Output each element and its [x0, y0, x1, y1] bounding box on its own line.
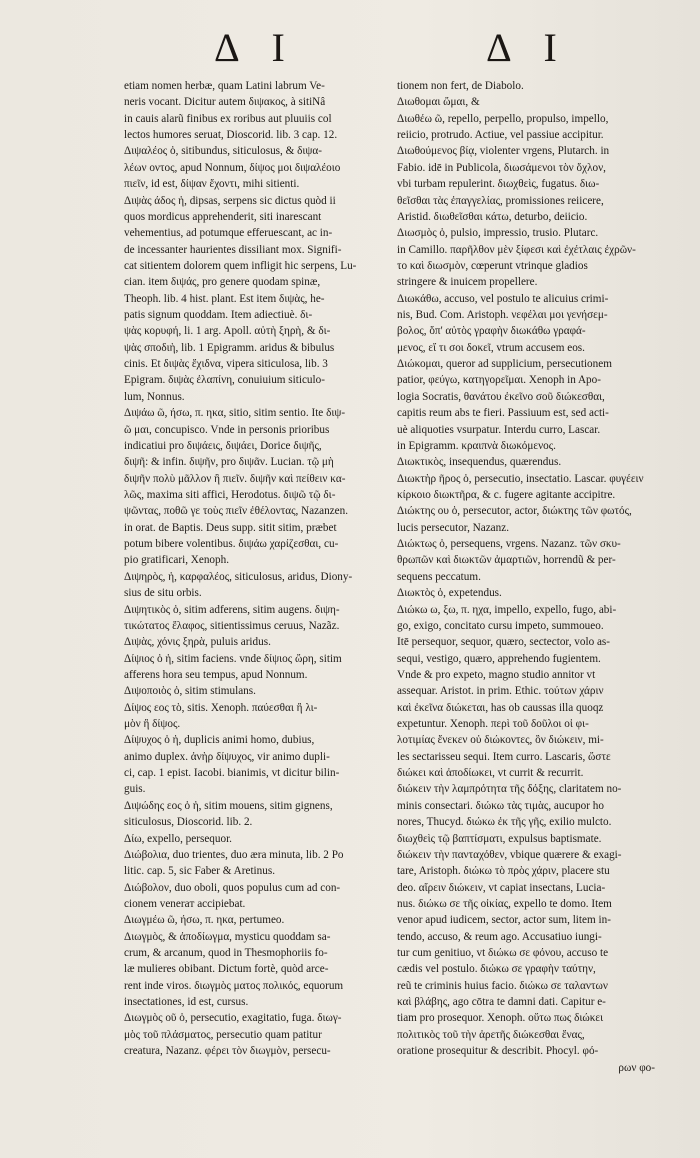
text-line: διώκειν τὴν πανταχόθεν, vbique quærere & exagi- — [397, 848, 622, 861]
text-line: Διωκτὴρ ῆρος ὁ, persecutio, insectatio. Lascar. φυγέειν — [397, 472, 644, 485]
text-line: πιεῖν, id est, δίψαν ἔχοντι, mihi sitienti. — [124, 178, 300, 191]
text-line: βολος, ὅπ' αὐτὸς γραφὴν διωκάθω γραφά- — [397, 325, 586, 338]
right-column — [397, 78, 659, 1076]
text-line: lum, Nonnus. — [124, 390, 185, 403]
text-line: les sectarisseu sequi. Item curro. Lascaris, ὥστε — [397, 750, 611, 763]
text-line: διψῆν πολὺ μᾶλλον ἢ πιεῖν. διψῆν καὶ πείθειν κα- — [124, 472, 346, 485]
text-line: λέων οντος, apud Nonnum, δίψος μοι διψαλέοιο — [124, 161, 341, 174]
text-line: cat sitientem dolorem quem infligit hic serpens, Lu- — [124, 259, 357, 272]
text-line: μὸς τοῦ πλάσματος, persecutio quam patitur — [124, 1028, 322, 1041]
text-line: tur cum genitiuo, vt διώκω σε φόνου, accuso te — [397, 947, 609, 960]
text-line: Δίψυχος ὁ ἡ, duplicis animi homo, dubius, — [124, 734, 315, 747]
text-line: διώκειν τὴν λαμπρότητα τῆς δόξης, claritatem no- — [397, 783, 622, 796]
text-line: nis, Bud. Com. Aristoph. νεφέλαι μοι γενήσεμ- — [397, 309, 608, 322]
text-line: reiicio, protrudo. Actiue, vel passiue accipitur. — [397, 129, 604, 142]
text-line: cinis. Et διψὰς ἔχιδνα, vipera siticulosa, lib. 3 — [124, 358, 328, 371]
text-line: Διώκτης ου ὁ, persecutor, actor, διώκτης τῶν φωτός, — [397, 505, 632, 518]
text-line: nus. διώκω σε τῆς οἰκίας, expello te domo. Item — [397, 897, 612, 910]
text-line: λοτιμίας ἕνεκεν οὐ διώκοντες, ὃν διώκειν, mi- — [397, 734, 604, 747]
text-line: neris vocant. Dicitur autem διψακος, à sitiNâ — [124, 96, 326, 109]
text-line: πολιτικὸς τοῦ τὴν ἀρετῆς διώκεσθαι ἔνας, — [397, 1028, 585, 1041]
text-line: Δίψος εος τὸ, sitis. Xenoph. παύεσθαι ἢ λι- — [124, 701, 318, 714]
text-line: Διψὰς άδος ἡ, dipsas, serpens sic dictus quòd ii — [124, 194, 336, 207]
text-line: Vnde & pro expeto, magno studio annitor vt — [397, 668, 596, 681]
text-line: Διώκτως ὁ, persequens, vrgens. Nazanz. τῶν σκυ- — [397, 538, 621, 551]
text-line: λῶς, maxima siti affici, Herodotus. διψῶ τῷ δι- — [124, 488, 336, 501]
text-line: cædis vel postulo. διώκω σε γραφὴν ταύτην, — [397, 963, 596, 976]
text-line: logia Socratis, θανάτου ἐκεῖνο σοῦ διώκεσθαι, — [397, 390, 605, 403]
text-line: διώκει καὶ ἀποδίωκει, vt currit & recurrit. — [397, 767, 584, 780]
text-line: τικώτατος ἔλαφος, sitientissimus ceruus, Nazãz. — [124, 619, 340, 632]
text-line: lectos humores seruat, Dioscorid. lib. 3 cap. 12. — [124, 129, 338, 142]
text-line: Διψητικὸς ὁ, sitim adferens, sitim augens. διψη- — [124, 603, 340, 616]
text-line: ci, cap. 1 epist. Iacobi. bianimis, vt dicitur bilin- — [124, 767, 340, 780]
text-line: Διψαλέος ὁ, sitibundus, siticulosus, & διψα- — [124, 145, 322, 158]
text-line: in cauis alarũ finibus ex roribus aut pluuiis col — [124, 112, 332, 125]
text-line: tiam pro prosequor. Xenoph. οὕτω πως διώκει — [397, 1012, 604, 1025]
text-line: Δίω, expello, persequor. — [124, 832, 232, 845]
text-line: Δίψιος ὁ ἡ, sitim faciens. vnde δίψιος ὥρη, sitim — [124, 652, 342, 665]
text-line: Theoph. lib. 4 hist. plant. Est item διψὰς, he- — [124, 292, 325, 305]
text-line: το καὶ διωσμὸν, cœperunt vtrinque gladios — [397, 259, 588, 272]
text-line: Διωθούμενος βίᾳ, violenter vrgens, Plutarch. in — [397, 145, 610, 158]
text-line: Διώκω ω, ξω, π. ηχα, impello, expello, fugo, abi- — [397, 603, 617, 616]
text-line: Διώβολον, duo oboli, quos populus cum ad con- — [124, 881, 341, 894]
text-line: Aristid. διωθεῖσθαι κάτω, deturbo, deiicio. — [397, 210, 588, 223]
text-line: in Epigramm. κραιπνὰ διωκόμενος. — [397, 439, 556, 452]
text-line: pio gratificari, Xenoph. — [124, 554, 230, 567]
text-line: vbi turbam repulerint. διωχθεὶς, fugatus. διω- — [397, 178, 600, 191]
text-line: Διωσμὸς ὁ, pulsio, impressio, trusio. Plutarc. — [397, 227, 599, 240]
text-line: tendo, accuso, & reum ago. Accusatiuo iungi- — [397, 930, 602, 943]
text-line: creatura, Nazanz. φέρει τὸν διωγμὸν, persecu- — [124, 1045, 331, 1058]
text-line: Διψηρὸς, ἡ, καρφαλέος, siticulosus, aridus, Diony- — [124, 570, 353, 583]
text-line: ῶ μαι, concupisco. Vnde in personis prioribus — [124, 423, 330, 436]
text-line: Διωκτικὸς, insequendus, quærendus. — [397, 456, 562, 469]
text-line: go, exigo, concitato cursu impeto, summoueo. — [397, 619, 604, 632]
text-line: Διψὰς, χόνις ξηρὰ, puluis aridus. — [124, 636, 271, 649]
text-line: de incessanter haurientes dissiliant mox. Signifi- — [124, 243, 342, 256]
text-line: θεῖσθαι τὰς ἐπαγγελίας, promissiones reiicere, — [397, 194, 604, 207]
text-line: Fabio. idē in Publicola, διωσάμενοι τὸν ὄχλον, — [397, 161, 606, 174]
text-line: ψὰς σποδιὴ, lib. 1 Epigramm. aridus & bibulus — [124, 341, 335, 354]
text-line: Διωκάθω, accuso, vel postulo te alicuius crimi- — [397, 292, 609, 305]
text-line: guis. — [124, 783, 146, 796]
text-line: deo. αἴρειν διώκειν, vt capiat insectans, Lucia- — [397, 881, 606, 894]
text-line: venor apud iudicem, sector, actor sum, litem in- — [397, 914, 611, 927]
text-line: μὸν ἢ δίψος. — [124, 718, 181, 731]
text-line: patior, φεύγω, κατηγορεῖμαι. Xenoph in Apo- — [397, 374, 601, 387]
text-line: Διωκτὸς ὁ, expetendus. — [397, 587, 502, 600]
text-line: tionem non fert, de Diabolo. — [397, 80, 524, 92]
text-line: capitis reum abs te fieri. Passiuum est, sed acti- — [397, 407, 609, 420]
text-line: διψῆ: & infin. διψῆν, pro διψᾶν. Lucian. τῷ μὴ — [124, 456, 334, 469]
text-line: καὶ ἐκεῖνα διώκεται, has ob caussas illa quoqz — [397, 701, 604, 714]
text-line: Διψάω ῶ, ήσω, π. ηκα, sitio, sitim sentio. Ite διψ- — [124, 407, 346, 420]
text-line: crum, & arcanum, quod in Thesmophoriis fo- — [124, 947, 328, 960]
text-line: Διψοποιὸς ὁ, sitim stimulans. — [124, 685, 256, 698]
text-line: litic. cap. 5, sic Faber & Aretinus. — [124, 865, 275, 878]
text-line: indicatiui pro διψάεις, διψάει, Dorice διψῆς, — [124, 439, 322, 452]
text-line: Itē persequor, sequor, quæro, sectector, volo as- — [397, 636, 611, 649]
text-line: in orat. de Baptis. Deus supp. sitit sitim, præbet — [124, 521, 337, 534]
text-line: vehementius, ad potumque efferuescant, ac in- — [124, 227, 333, 240]
running-head-left: Δ I — [214, 25, 297, 70]
catchword: ρων φο- — [618, 1061, 655, 1074]
text-line: uè aliquoties vsurpatur. Interdu curro, Lascar. — [397, 423, 601, 436]
text-line: insectationes, id est, cursus. — [124, 996, 249, 1009]
text-line: Διωγμὸς οῦ ὁ, persecutio, exagitatio, fuga. διωγ- — [124, 1012, 342, 1025]
text-line: rent inde viros. διωγμὸς ματος πολικός, equorum — [124, 979, 344, 992]
text-line: etiam nomen herbæ, quam Latini labrum Ve- — [124, 80, 325, 92]
text-line: μενος, εἴ τι σοι δοκεῖ, vtrum accusem eos. — [397, 341, 585, 354]
text-line: θρωπῶν καὶ διωκτῶν ἁμαρτιῶν, horrendũ & per- — [397, 554, 616, 567]
text-line: siticulosus, Dioscorid. lib. 2. — [124, 816, 253, 829]
text-line: oratione prosequitur & describit. Phocyl. φό- — [397, 1045, 599, 1058]
text-line: Διωγμὸς, & ἀποδίωγμα, mysticu quoddam sa- — [124, 930, 331, 943]
text-line: Epigram. διψὰς ἐλαπίνη, conuiuium siticulo- — [124, 374, 325, 387]
text-line: sequi, vestigo, quæro, apprehendo fugientem. — [397, 652, 601, 665]
text-line: κίρκοιο διωκτῆρα, & c. fugere agitante accipitre. — [397, 488, 616, 501]
text-line: reũ te criminis huius facio. διώκω σε ταλαντων — [397, 979, 608, 992]
text-line: διωχθεὶς τῷ βαπτίσματι, expulsus baptismate. — [397, 832, 602, 845]
text-line: Διώβολια, duo trientes, duo æra minuta, lib. 2 Po — [124, 848, 344, 861]
text-line: tare, Aristoph. διώκω τὸ πρὸς χάριν, placere stu — [397, 865, 610, 878]
left-column — [124, 78, 386, 1060]
text-line: Διωθομαι ὥμαι, & — [397, 96, 480, 109]
text-line: minis consectari. διώκω τὰς τιμὰς, aucupor ho — [397, 799, 604, 812]
text-line: Διψώδης εος ὁ ἡ, sitim mouens, sitim gignens, — [124, 799, 333, 812]
text-line: expetuntur. Xenoph. περὶ τοῦ δοῦλοι οἱ φι- — [397, 718, 589, 731]
text-line: nores, Thucyd. διώκω ἐκ τῆς γῆς, exilio mulcto. — [397, 816, 612, 829]
text-line: καὶ βλάβης, ago cōtra te damni dati. Capitur e- — [397, 996, 606, 1009]
text-line: in Camillo. παρῆλθον μὲν ξίφεσι καὶ ἐχέτλαις ἐχρῶν- — [397, 243, 636, 256]
running-head-right: Δ I — [486, 25, 569, 70]
text-line: læ mulieres obibant. Dictum fortè, quòd arce- — [124, 963, 329, 976]
text-line: ψῶντας, ποθῶ γε τοὺς πιεῖν ἐθέλοντας, Nazanzen. — [124, 505, 348, 518]
text-line: stringere & inuicem propellere. — [397, 276, 538, 289]
text-line: Διώκομαι, queror ad supplicium, persecutionem — [397, 358, 612, 371]
text-line: quos mordicus apprehenderit, siti inarescant — [124, 210, 322, 223]
text-line: animo duplex. ἀνὴρ δίψυχος, vir animo dupli- — [124, 750, 330, 763]
text-line: potum bibere volentibus. διψάω χαρίζεσθαι, cu- — [124, 538, 339, 551]
text-line: Διωγμέω ῶ, ήσω, π. ηκα, pertumeo. — [124, 914, 285, 927]
text-line: afferens hora seu tempus, apud Nonnum. — [124, 668, 308, 681]
text-line: Διωθέω ῶ, repello, perpello, propulso, impello, — [397, 112, 609, 125]
text-line: cionem veneraт accipiebat. — [124, 897, 246, 910]
text-line: lucis persecutor, Nazanz. — [397, 521, 509, 534]
text-line: assequar. Aristot. in prim. Ethic. τούτων χάριν — [397, 685, 604, 698]
text-line: ψὰς κορυφή, li. 1 arg. Apoll. αὐτὴ ξηρὴ, & δι- — [124, 325, 331, 338]
text-line: cian. item διψάς, pro genere quodam spinæ, — [124, 276, 321, 289]
text-line: sequens peccatum. — [397, 570, 481, 583]
text-line: patis signum quoddam. Item adiectiuè. δι- — [124, 309, 313, 322]
text-line: sius de situ orbis. — [124, 587, 202, 600]
